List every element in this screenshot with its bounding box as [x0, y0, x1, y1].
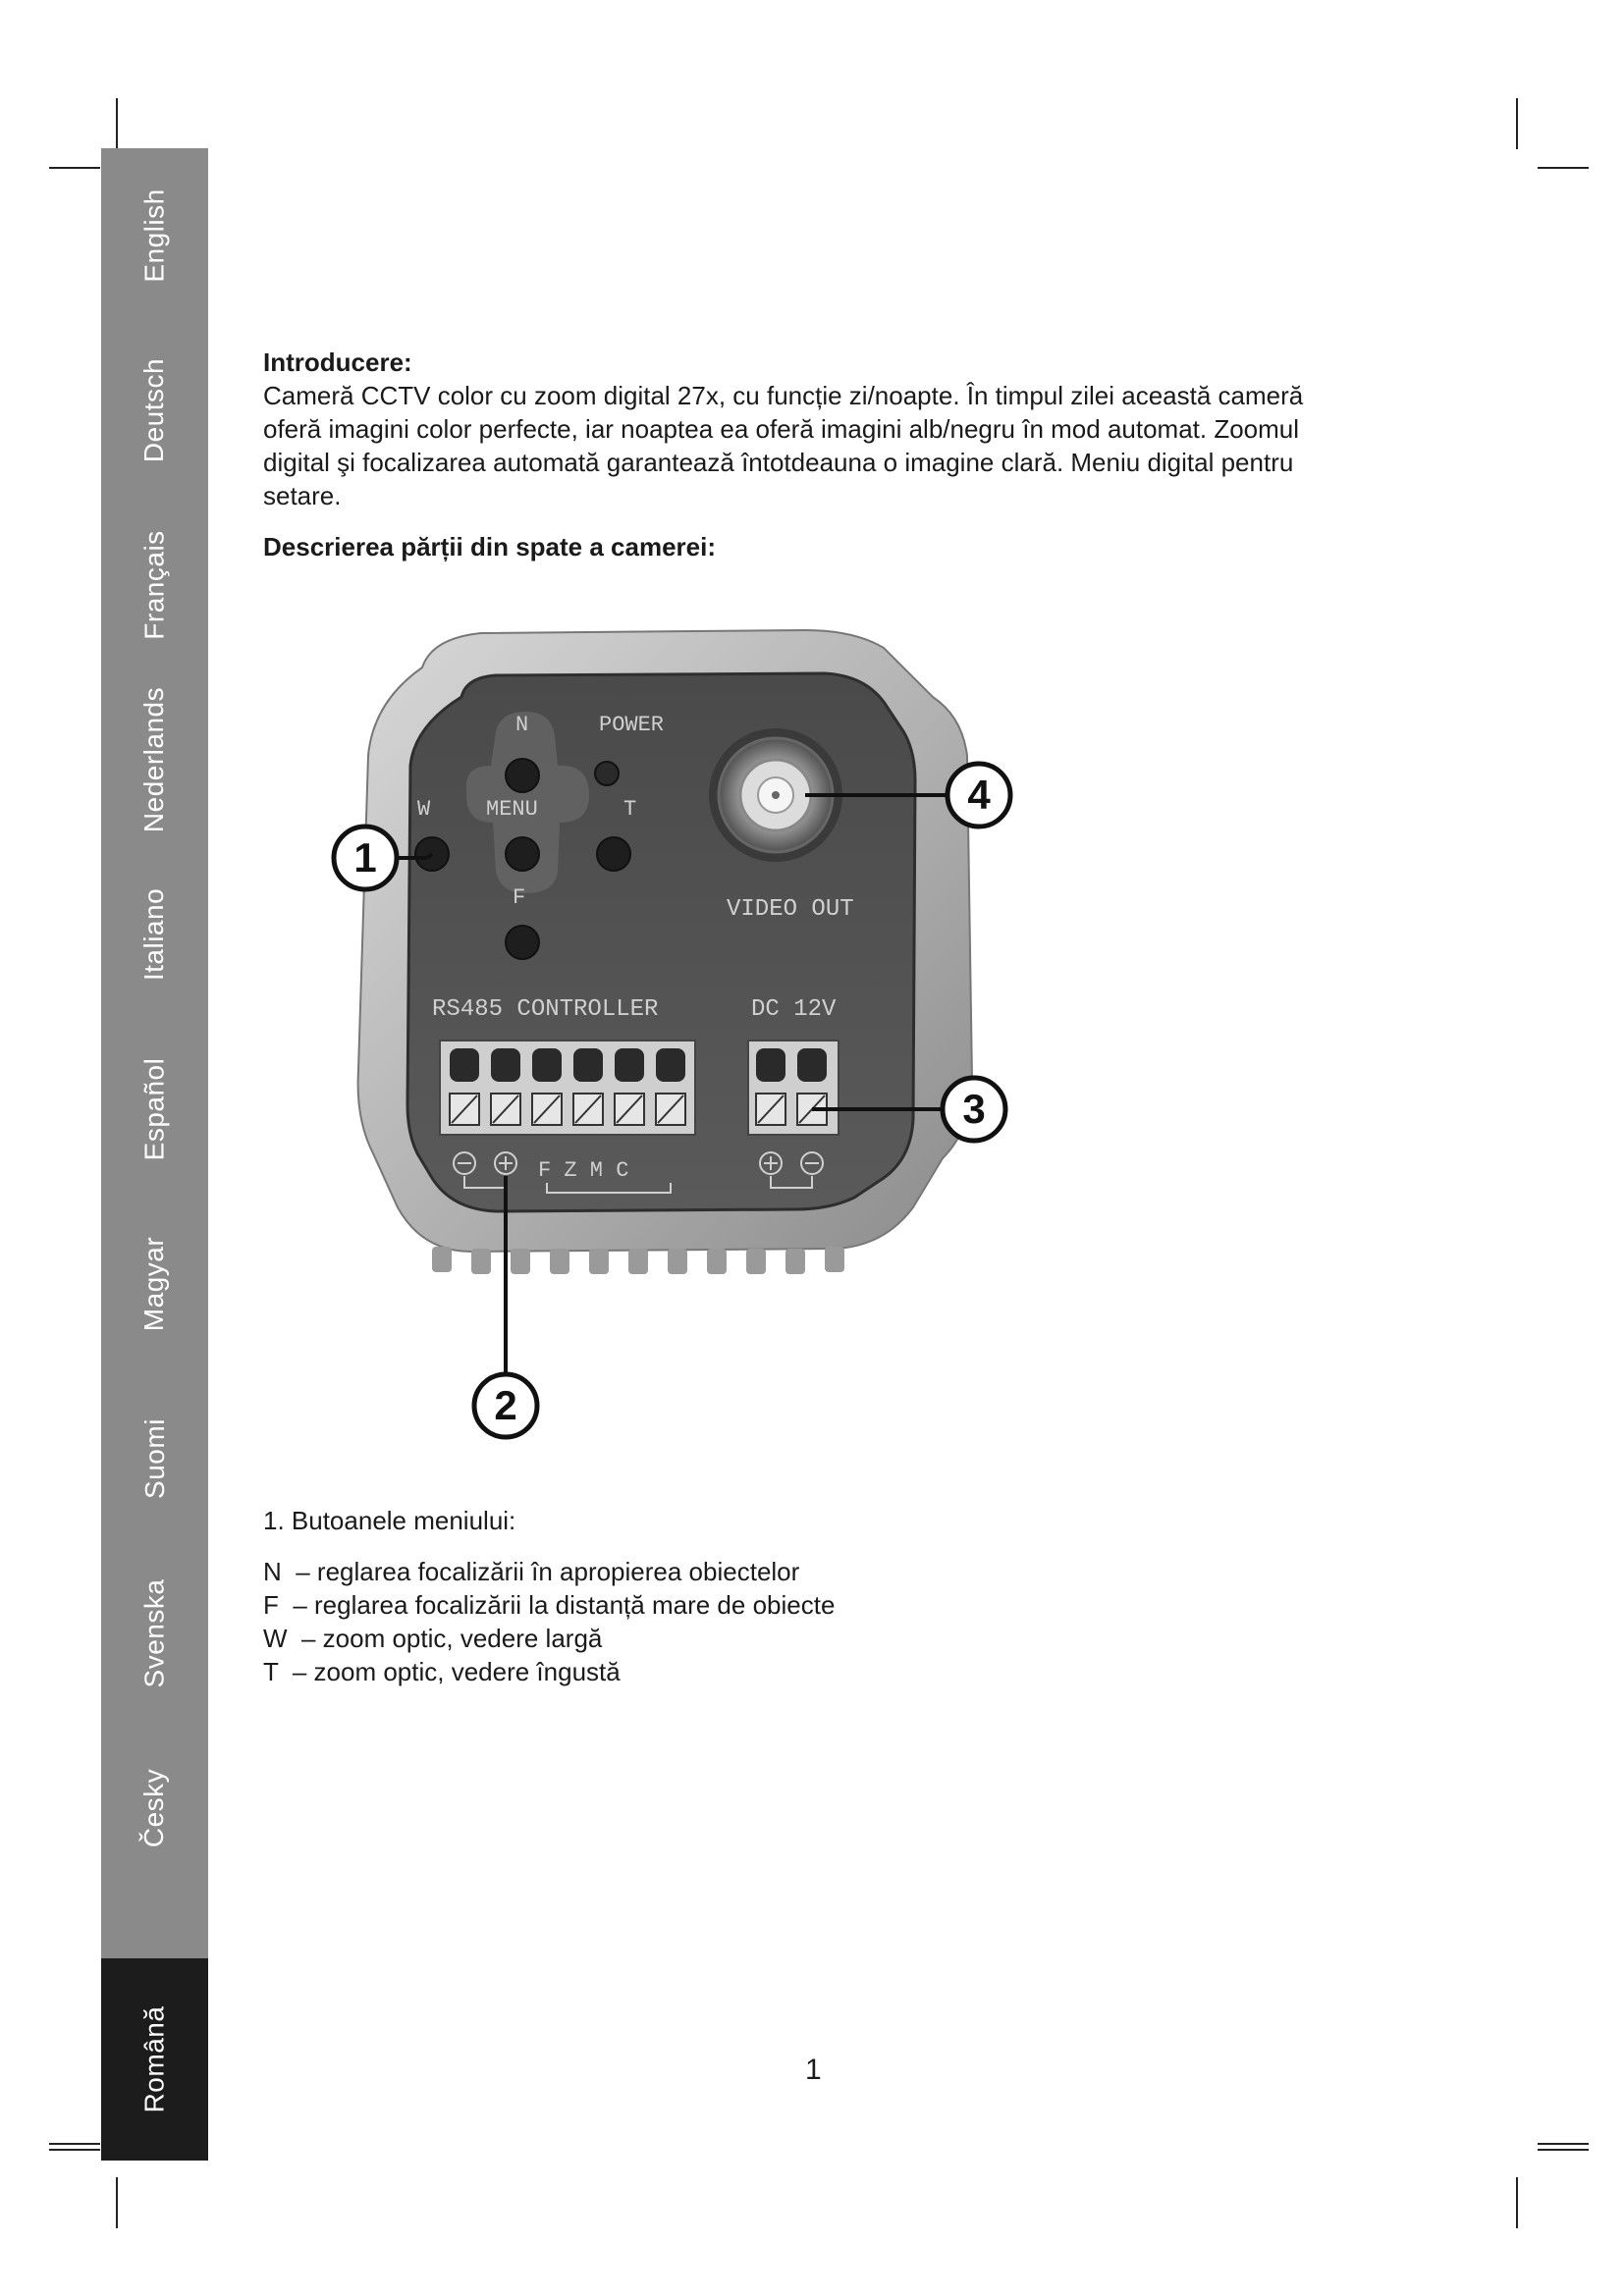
tab-espanol[interactable]: Español — [138, 1057, 170, 1161]
power-led — [595, 762, 619, 785]
tab-deutsch[interactable]: Deutsch — [138, 357, 170, 463]
label-rs485: RS485 CONTROLLER — [432, 996, 659, 1023]
crop-mark — [49, 167, 100, 169]
tab-nederlands[interactable]: Nederlands — [138, 686, 170, 833]
back-description-heading: Descrierea părții din spate a camerei: — [263, 532, 717, 561]
label-t: T — [623, 797, 637, 822]
svg-text:3: 3 — [962, 1086, 986, 1132]
label-dc12v: DC 12V — [751, 996, 837, 1023]
camera-back-diagram — [295, 609, 1335, 1463]
label-fzmc: F Z M C — [538, 1158, 629, 1183]
intro-line: setare. — [263, 481, 342, 510]
crop-mark — [1538, 2149, 1589, 2151]
button-n — [506, 759, 539, 792]
label-w: W — [417, 797, 431, 822]
list-item: T – zoom optic, vedere îngustă — [263, 1657, 621, 1686]
button-t — [597, 837, 630, 871]
svg-text:4: 4 — [967, 772, 991, 818]
crop-mark — [49, 2143, 100, 2145]
intro-line: Cameră CCTV color cu zoom digital 27x, cu funcție zi/noapte. În timpul zilei această cameră — [263, 381, 1304, 410]
tab-cesky[interactable]: Česky — [138, 1768, 170, 1848]
list-item: N – reglarea focalizării în apropierea obiectelor — [263, 1557, 800, 1586]
svg-text:1: 1 — [353, 834, 377, 881]
tab-magyar[interactable]: Magyar — [138, 1236, 170, 1332]
tab-suomi[interactable]: Suomi — [138, 1418, 170, 1499]
menu-list-title: 1. Butoanele meniului: — [263, 1506, 516, 1535]
label-n: N — [515, 713, 529, 737]
list-item: W – zoom optic, vedere largă — [263, 1624, 603, 1653]
rs485-terminal-block — [440, 1041, 695, 1135]
crop-mark — [1538, 2143, 1589, 2145]
crop-mark — [116, 98, 118, 149]
intro-heading: Introducere: — [263, 347, 412, 377]
label-video-out: VIDEO OUT — [727, 896, 854, 923]
crop-mark — [116, 2177, 118, 2228]
tab-francais[interactable]: Français — [138, 530, 170, 640]
list-item: F – reglarea focalizării la distanță mare de obiecte — [263, 1590, 836, 1620]
tab-english[interactable]: English — [138, 188, 170, 283]
tab-italiano[interactable]: Italiano — [138, 887, 170, 982]
intro-line: oferă imagini color perfecte, iar noaptea ea oferă imagini alb/negru în mod automat. Zoomul — [263, 414, 1300, 444]
svg-text:2: 2 — [494, 1382, 517, 1428]
crop-mark — [1516, 2177, 1518, 2228]
tab-svenska[interactable]: Svenska — [138, 1578, 170, 1688]
button-menu — [506, 837, 539, 871]
dc-terminal-block — [748, 1041, 839, 1135]
menu-buttons-list — [263, 1504, 835, 1688]
label-power: POWER — [599, 713, 665, 737]
crop-mark — [49, 2149, 100, 2151]
label-f: F — [513, 885, 526, 910]
crop-mark — [1516, 98, 1518, 149]
crop-mark — [1538, 167, 1589, 169]
label-menu: MENU — [486, 797, 538, 822]
intro-section — [263, 346, 1373, 563]
button-f — [506, 926, 539, 959]
tab-romana[interactable]: Română — [101, 1958, 208, 2161]
page-number: 1 — [805, 2054, 822, 2086]
intro-line: digital şi focalizarea automată garantează întotdeauna o imagine clară. Meniu digital pentru — [263, 448, 1294, 477]
